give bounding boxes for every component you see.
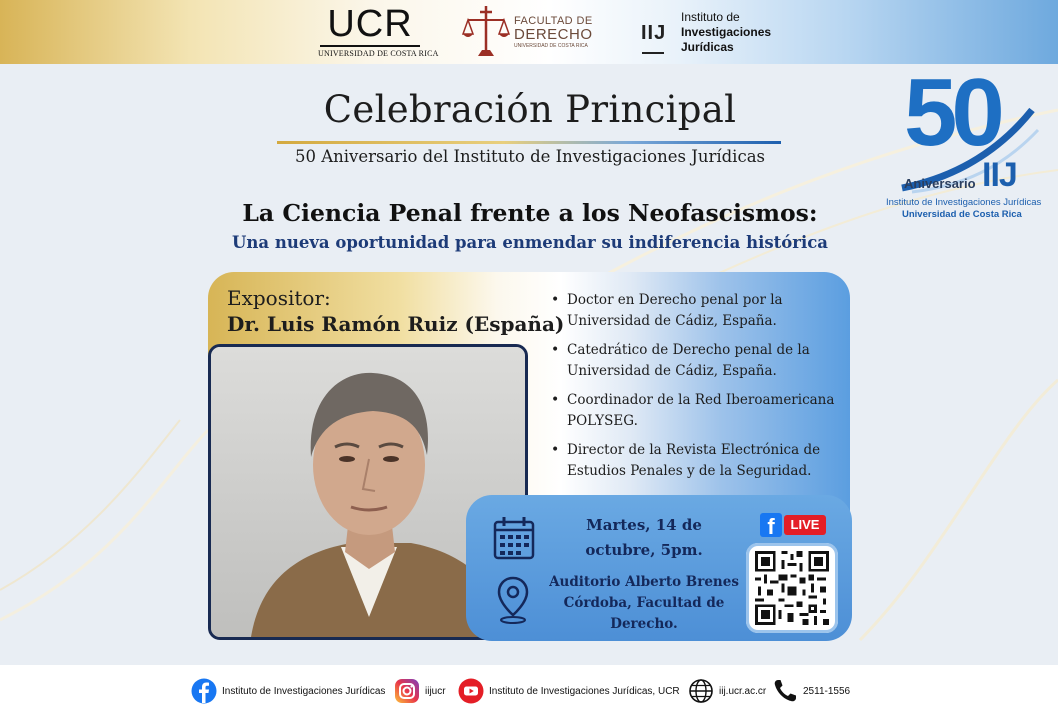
iij-logo-line3: Jurídicas — [681, 40, 734, 54]
speaker-name: Dr. Luis Ramón Ruiz (España) — [227, 312, 565, 336]
facebook-icon: f — [760, 513, 782, 537]
qr-code-icon — [754, 551, 830, 625]
footer-phone-link[interactable] — [772, 677, 850, 705]
anniversary-badge — [882, 59, 1052, 225]
talk-subtitle: Una nueva oportunidad para enmendar su indiferencia histórica — [232, 233, 828, 252]
footer-website-link[interactable] — [688, 677, 766, 705]
ucr-logo-name: UNIVERSIDAD DE COSTA RICA — [318, 49, 439, 58]
facultad-line1: FACULTAD DE — [514, 15, 593, 27]
footer-youtube-label: Instituto de Investigaciones Jurídicas, UCR — [489, 685, 680, 697]
footer-website-label: iij.ucr.ac.cr — [719, 685, 767, 697]
youtube-icon — [458, 678, 484, 704]
page-title: Celebración Principal — [323, 88, 737, 131]
facebook-live-badge[interactable] — [760, 513, 826, 537]
page-subtitle: 50 Aniversario del Instituto de Investigaciones Jurídicas — [294, 147, 766, 166]
footer-phone-label: 2511-1556 — [803, 685, 851, 697]
speaker-label: Expositor: — [227, 286, 331, 310]
badge-number: 50 — [904, 59, 999, 166]
iij-logo-line2: Investigaciones — [681, 25, 772, 39]
footer-youtube-link[interactable] — [458, 677, 680, 705]
map-pin-icon — [496, 575, 530, 625]
phone-icon — [772, 678, 798, 704]
badge-line2: Universidad de Costa Rica — [902, 209, 1022, 220]
footer-facebook-link[interactable] — [191, 677, 385, 705]
ucr-logo-mark: UCR — [327, 3, 413, 45]
globe-icon — [688, 678, 714, 704]
iij-logo-line1: Instituto de — [681, 10, 740, 24]
facultad-derecho-logo — [462, 4, 594, 60]
credential-item: • Doctor en Derecho penal por la Universidad de Cádiz, España. — [551, 290, 841, 332]
ucr-logo — [318, 3, 439, 58]
instagram-icon — [394, 678, 420, 704]
badge-anniversary: Aniversario — [904, 176, 976, 191]
footer-instagram-link[interactable] — [394, 677, 446, 705]
event-date: Martes, 14 de octubre, 5pm. — [585, 516, 703, 559]
credential-item: • Coordinador de la Red Iberoamericana POLYSEG. — [551, 390, 841, 432]
live-label: LIVE — [784, 515, 826, 535]
iij-logo — [641, 8, 801, 58]
event-location: Auditorio Alberto Brenes Córdoba, Facultad de Derecho. — [549, 574, 739, 632]
scales-of-justice-icon — [462, 4, 510, 60]
calendar-icon — [493, 516, 535, 560]
qr-code[interactable] — [746, 543, 838, 633]
credential-item: • Catedrático de Derecho penal de la Universidad de Cádiz, España. — [551, 340, 841, 382]
badge-line1: Instituto de Investigaciones Jurídicas — [886, 197, 1042, 208]
badge-iij: IIJ — [982, 156, 1017, 194]
speaker-credentials — [551, 290, 841, 490]
facebook-icon — [191, 678, 217, 704]
iij-logo-mark: IIJ — [641, 22, 667, 44]
footer-instagram-label: iijucr — [425, 685, 446, 697]
credential-item: • Director de la Revista Electrónica de Estudios Penales y de la Seguridad. — [551, 440, 841, 482]
footer-facebook-label: Instituto de Investigaciones Jurídicas — [222, 685, 386, 697]
facultad-line2: DERECHO — [514, 26, 593, 43]
talk-title: La Ciencia Penal frente a los Neofascismos: — [242, 199, 818, 227]
facultad-line3: UNIVERSIDAD DE COSTA RICA — [514, 43, 588, 49]
title-divider — [277, 141, 781, 144]
